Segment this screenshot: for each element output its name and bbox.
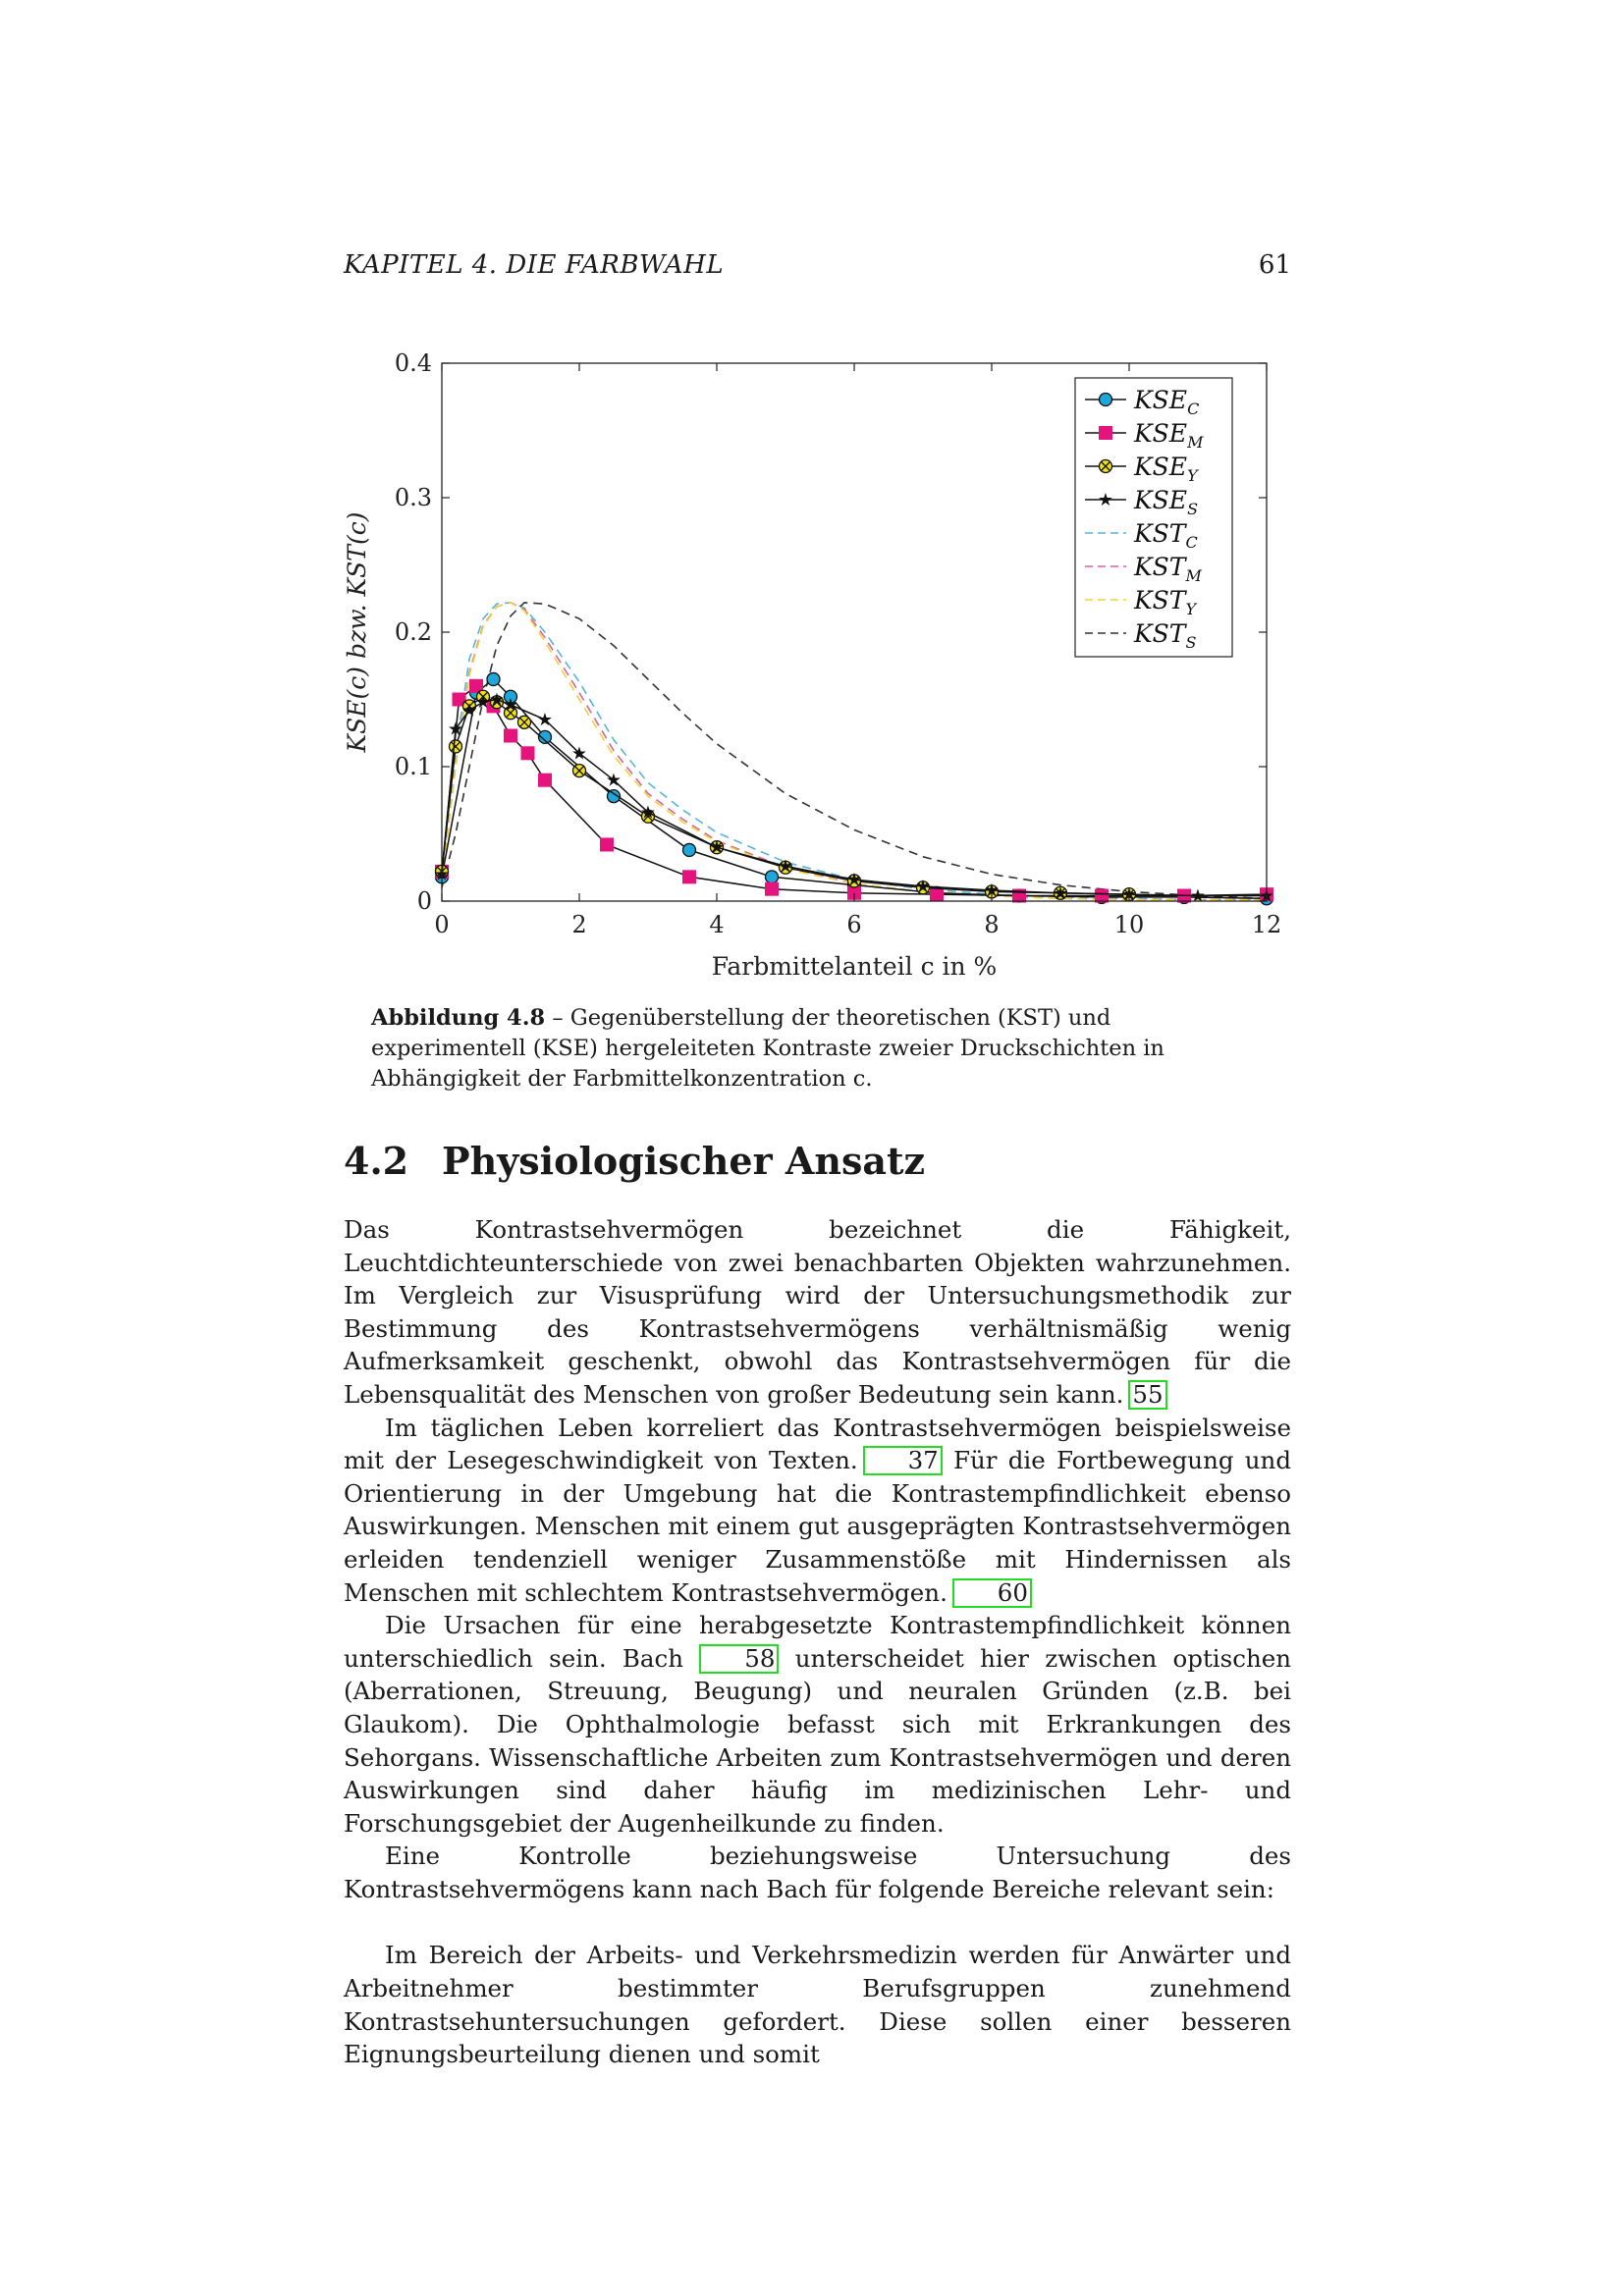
caption-text: – Gegenüberstellung der theoretischen (KST) und experimentell (KSE) hergeleiteten Kontraste zweier Druckschichten in Abhängigkeit der Farbmittelkonzentration c. <box>371 1005 1164 1092</box>
legend-label-sub: Y <box>1187 466 1198 485</box>
data-point: ★ <box>536 710 554 731</box>
paragraph: Im Bereich der Arbeits- und Verkehrsmedizin werden für Anwärter und Arbeitnehmer bestimmter Berufsgruppen zunehmend Kontrastsehuntersuchungen gefordert. Diese sollen einer besseren Eignungsbeurteilung dienen und somit <box>344 1941 1291 2069</box>
data-point <box>1096 889 1109 902</box>
legend-label: $KSE_Y$ <box>1134 453 1198 485</box>
legend-label: $KSE_S$ <box>1134 486 1199 518</box>
x-tick-label: 12 <box>1251 911 1282 938</box>
data-point <box>1100 394 1112 406</box>
page-number: 61 <box>1258 250 1291 280</box>
x-tick-label: 0 <box>434 911 450 938</box>
series-line <box>442 700 1267 896</box>
data-point: ★ <box>605 770 623 791</box>
data-point: ★ <box>1097 490 1114 510</box>
paragraph-text: Das Kontrastsehvermögen bezeichnet die Fähigkeit, Leuchtdichteunterschiede von zwei benachbarten Objekten wahrzunehmen. Im Vergleich zur Visusprüfung wird der Untersuchungsmethodik zur Bestimmung des Kontrastsehvermögens verhältnismäßig wenig Aufmerksamkeit geschenkt, obwohl das Kontrastsehvermögen für die Lebensqualität des Menschen von großer Bedeutung sein kann. <box>344 1215 1291 1409</box>
chart-legend <box>1075 378 1232 657</box>
figure-caption <box>371 1003 1265 1095</box>
section-heading <box>344 1139 925 1183</box>
data-point <box>487 672 500 685</box>
legend-label-sub: M <box>1187 433 1204 452</box>
citation-link[interactable]: 58 <box>699 1644 779 1674</box>
data-point <box>683 843 696 856</box>
data-point: ★ <box>488 689 506 711</box>
y-tick-label: 0.1 <box>394 753 432 780</box>
data-point: ★ <box>433 864 451 885</box>
section-number: 4.2 <box>344 1139 409 1183</box>
legend-label: $KSE_C$ <box>1134 386 1200 418</box>
paragraph-text: Für die Fortbewegung und Orientierung in der Umgebung hat die Kontrastempfindlichkeit ebenso Auswirkungen. Menschen mit einem gut ausgeprägten Kontrastsehvermögen erleiden tendenziell weniger Zusammenstöße mit Hindernissen als Menschen mit schlechtem Kontrastsehvermögen. <box>344 1446 1291 1607</box>
data-point <box>931 888 944 901</box>
series-line <box>442 686 1267 896</box>
data-point: ★ <box>1052 882 1069 904</box>
legend-label-sub: C <box>1185 533 1198 552</box>
data-point: ★ <box>570 743 588 765</box>
data-point: ★ <box>502 694 519 716</box>
paragraph-text: Die Ursachen für eine herabgesetzte Kontrastempfindlichkeit können unterschiedlich sein. Bach <box>344 1611 1291 1673</box>
legend-label-sub: S <box>1185 633 1197 652</box>
x-axis-label: Farbmittelanteil c in % <box>711 952 998 981</box>
data-point: ★ <box>1189 885 1207 907</box>
data-point <box>539 774 552 786</box>
data-point <box>1100 427 1112 440</box>
section-title: Physiologischer Ansatz <box>442 1139 926 1183</box>
data-point <box>518 716 531 728</box>
data-point <box>1100 460 1112 473</box>
paragraph <box>344 1412 1291 1610</box>
data-point: ★ <box>1120 884 1138 906</box>
series-line <box>442 679 1267 898</box>
paragraph: Eine Kontrolle beziehungsweise Untersuchung des Kontrastsehvermögens kann nach Bach für folgende Bereiche relevant sein: <box>344 1842 1291 1903</box>
data-point <box>766 882 779 895</box>
body-text <box>344 1213 1291 2071</box>
x-tick-label: 10 <box>1113 911 1145 938</box>
data-point: ★ <box>460 700 478 721</box>
y-tick-label: 0.2 <box>394 618 432 646</box>
data-point: ★ <box>1258 885 1275 907</box>
legend-label-sub: Y <box>1185 600 1197 618</box>
legend-label-sub: M <box>1185 566 1202 585</box>
legend-label: $KST_S$ <box>1134 619 1197 652</box>
legend-label: $KST_M$ <box>1134 553 1202 585</box>
y-tick-label: 0.4 <box>394 349 432 377</box>
data-point: ★ <box>639 802 657 824</box>
x-tick-label: 4 <box>709 911 725 938</box>
legend-label: $KST_C$ <box>1134 519 1198 552</box>
legend-label-sub: C <box>1187 400 1200 418</box>
data-point: ★ <box>447 719 464 740</box>
citation-link[interactable]: 60 <box>952 1578 1032 1608</box>
figure-label: Abbildung 4.8 <box>371 1005 546 1031</box>
paragraph <box>344 1213 1291 1412</box>
data-point: ★ <box>983 881 1001 902</box>
legend-label: $KSE_M$ <box>1134 419 1204 452</box>
paragraph-text: unterscheidet hier zwischen optischen (Aberrationen, Streuung, Beugung) und neuralen Gründen (z.B. bei Glaukom). Die Ophthalmologie befasst sich mit Erkrankungen des Sehorgans. Wissenschaftliche Arbeiten zum Kontrastsehvermögen und deren Auswirkungen sind daher häufig im medizinischen Lehr- und Forschungsgebiet der Augenheilkunde zu finden. <box>344 1643 1291 1838</box>
y-tick-label: 0 <box>416 887 432 915</box>
data-point: ★ <box>845 870 863 891</box>
x-tick-label: 6 <box>846 911 862 938</box>
paragraph <box>344 1609 1291 1840</box>
y-axis-label: KSE(c) bzw. KST(c) <box>343 511 371 753</box>
x-tick-label: 8 <box>984 911 1000 938</box>
paragraph-text: Im täglichen Leben korreliert das Kontrastsehvermögen beispielsweise mit der Lesegeschwindigkeit von Texten. <box>344 1413 1291 1475</box>
running-title: KAPITEL 4. DIE FARBWAHL <box>344 250 725 280</box>
data-point <box>450 740 462 753</box>
data-point <box>766 871 779 883</box>
legend-label-sub: S <box>1187 500 1199 518</box>
y-tick-label: 0.3 <box>394 484 432 511</box>
page-header <box>344 250 1291 290</box>
data-point: ★ <box>708 837 726 859</box>
data-point: ★ <box>914 876 932 897</box>
contrast-chart <box>334 334 1296 982</box>
series-kse-s <box>434 690 1274 907</box>
legend-label: $KST_Y$ <box>1134 586 1197 618</box>
data-point <box>573 765 586 777</box>
data-point: ★ <box>474 692 492 714</box>
data-point: ★ <box>777 856 794 878</box>
citation-link[interactable]: 55 <box>1128 1380 1166 1410</box>
data-point <box>601 838 614 851</box>
data-point <box>505 729 517 742</box>
x-tick-label: 2 <box>571 911 587 938</box>
citation-link[interactable]: 37 <box>863 1446 943 1475</box>
data-point <box>683 871 696 883</box>
series-kse-m <box>433 679 1273 902</box>
data-point <box>521 747 534 760</box>
